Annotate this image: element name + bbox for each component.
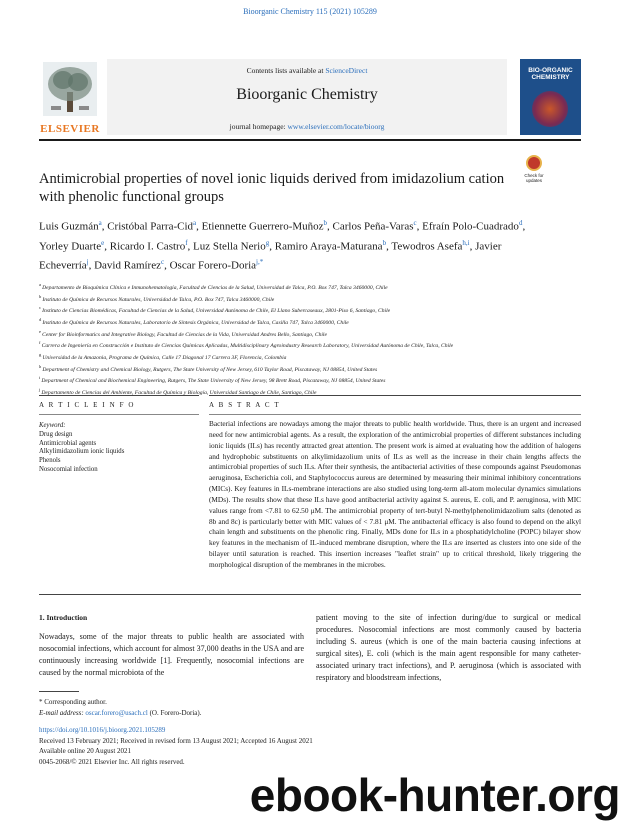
affiliation-key: h bbox=[39, 363, 43, 369]
affiliation-item bbox=[39, 293, 581, 305]
abstract-text: Bacterial infections are nowadays among the major threats to public health worldwide. Thus, there is an urgent and increased need for new antimicrobial agents. As a result, the exploration of the antimicrobial properties of different substances including ionic liquids (ILs) has recently attracted great attention. The present work is aimed at evaluating how the addition of halogens and hydrophobic substituents on alkylimidazolium units of ILs as well as the increase in their chain lengths affects the antimicrobial properties of such ILs. After their synthesis, the antibacterial activities of these compounds against Pseudomonas aeruginosa, Escherichia coli, and Staphylococcus aureus are determined by measuring their minimal inhibitory concentrations (MICs). Key features in ILs-membrane interactions are also studied using long-term all-atom molecular dynamics simulations (MDs). The results show that these ILs have good antibacterial activity against S. aureus, E. coli, and P. aeruginosa, with MIC values range from <7.81 to 62.50 μM. The antimicrobial property of tert-butyl N-methylphenolimidazolium salts (denoted as 8b and 8c) is particularly better with MIC values of < 7.81 μM. The antibacterial efficacy is also found to depend on the alkyl chain length and substituents on the phenolic ring. Finally, MDs done for ILs in a phosphatidylcholine (POPC) bilayer show key features in the mechanism of IL-induced membrane disruption, where the ILs are inserted as clusters into one side of the bilayer until saturation is reached. This insertion increases "leaflet strain" up to critical threshold, likely triggering the morphological disruption of the membranes in the microbes. bbox=[209, 419, 581, 569]
email-suffix: (O. Forero-Doria). bbox=[147, 709, 202, 717]
header-rule bbox=[39, 139, 581, 141]
abstract-heading: A B S T R A C T bbox=[209, 401, 281, 409]
corresponding-author-note: * Corresponding author. bbox=[39, 698, 107, 706]
footnote-rule bbox=[39, 691, 79, 692]
author-name[interactable]: Ramiro Araya-Maturana bbox=[274, 240, 383, 253]
affiliation-key: e bbox=[39, 328, 43, 334]
sciencedirect-link[interactable]: ScienceDirect bbox=[325, 66, 368, 75]
author-affiliation-marker[interactable]: j,* bbox=[256, 258, 264, 267]
elsevier-logo[interactable] bbox=[39, 59, 101, 135]
contents-line bbox=[107, 66, 507, 75]
author-affiliation-marker[interactable]: b bbox=[323, 219, 328, 227]
author-name[interactable]: David Ramírez bbox=[94, 259, 161, 272]
email-label: E-mail address: bbox=[39, 709, 86, 717]
copyright-line: 0045-2068/© 2021 Elsevier Inc. All rights reserved. bbox=[39, 757, 185, 766]
footnote bbox=[39, 697, 339, 719]
cover-art-icon bbox=[532, 91, 568, 127]
author-name[interactable]: Luis Guzmán bbox=[39, 220, 99, 233]
affiliation-text: Department of Chemical and Biochemical Engineering, Rutgers, The State University of New Jersey, 98 Brett Road, Piscataway, NJ 08854, United States bbox=[41, 378, 386, 385]
keyword-item: Nosocomial infection bbox=[39, 465, 98, 473]
affiliation-item bbox=[39, 328, 581, 340]
author-list: Luis Guzmán$^a$, Cristóbal Parra-Cid$^a$, Etiennette Guerrero-Muñoz$^b$, Carlos Peña-Varas$^c$, Efraín Polo-Cuadrado$^d$, Yorley Duarte$^e$, Ricardo I. Castro$^f$, Luz Stella Nerio$^g$, Ramiro Araya-Maturana$^b$, Tewodros Asefa$^{h,i}$, Javier Echeverría$^j$, David Ramírez$^c$, Oscar Forero-Doria$^{j,*}$ bbox=[39, 219, 526, 272]
author-name[interactable]: Cristóbal Parra-Cid bbox=[107, 220, 194, 233]
author-affiliation-marker[interactable]: b bbox=[382, 238, 387, 247]
affiliation-list bbox=[39, 281, 581, 398]
divider bbox=[209, 395, 581, 396]
author-affiliation-marker[interactable]: g bbox=[265, 238, 270, 247]
affiliation-text: Instituto de Química de Recursos Naturales, Universidad de Talca, P.O. Box 747, Talca 3460000, Chile bbox=[42, 296, 275, 303]
affiliation-text: Departamento de Bioquímica Clínica e Inmunohematología, Facultad de Ciencias de la Salud, Universidad de Talca, P.O. Box 747, Talca 3460000, Chile bbox=[42, 284, 388, 291]
journal-homepage-link[interactable]: www.elsevier.com/locate/bioorg bbox=[287, 122, 385, 131]
author-affiliation-marker[interactable]: h,i bbox=[462, 238, 470, 247]
keywords-section bbox=[39, 422, 199, 475]
affiliation-item bbox=[39, 351, 581, 363]
affiliation-key: f bbox=[39, 340, 42, 346]
online-date: Available online 20 August 2021 bbox=[39, 747, 132, 755]
watermark: ebook-hunter.org bbox=[249, 769, 620, 821]
author-name[interactable]: Oscar Forero-Doria bbox=[169, 259, 257, 272]
homepage-line bbox=[107, 122, 507, 131]
affiliation-item bbox=[39, 281, 581, 293]
author-name[interactable]: Ricardo I. Castro bbox=[109, 240, 186, 253]
affiliation-item bbox=[39, 363, 581, 375]
author-affiliation-marker[interactable]: c bbox=[413, 219, 417, 227]
affiliation-text: Instituto de Química de Recursos Naturales, Laboratorio de Síntesis Orgánica, Universidad de Talca, Casilla 747, Talca 3460000, Chile bbox=[42, 319, 349, 326]
check-updates-label: Check for updates bbox=[524, 173, 544, 183]
check-updates-icon bbox=[526, 155, 542, 171]
affiliation-key: i bbox=[39, 375, 42, 381]
affiliation-item bbox=[39, 374, 581, 386]
author-affiliation-marker[interactable]: a bbox=[98, 219, 102, 227]
author-affiliation-marker[interactable]: c bbox=[161, 258, 165, 267]
received-dates: Received 13 February 2021; Received in revised form 13 August 2021; Accepted 16 August 2021 bbox=[39, 736, 313, 745]
contents-prefix: Contents lists available at bbox=[246, 66, 326, 75]
article-footer bbox=[39, 725, 439, 767]
author-affiliation-marker[interactable]: e bbox=[101, 238, 105, 247]
publisher-logo-text: ELSEVIER bbox=[40, 123, 100, 135]
email-line bbox=[39, 708, 339, 719]
divider bbox=[39, 594, 581, 595]
journal-reference[interactable]: Bioorganic Chemistry 115 (2021) 105289 bbox=[243, 7, 377, 16]
affiliation-text: Departamento de Ciencias del Ambiente, Facultad de Química y Biología, Universidad Santiago de Chile, Santiago, Chile bbox=[41, 389, 317, 396]
keyword-item: Alkylimidazolium ionic liquids bbox=[39, 448, 125, 456]
affiliation-item bbox=[39, 339, 581, 351]
section-heading: 1. Introduction bbox=[39, 613, 88, 622]
affiliation-key: b bbox=[39, 293, 43, 299]
elsevier-tree-icon bbox=[43, 62, 97, 116]
author-name[interactable]: Etiennette Guerrero-Muñoz bbox=[201, 220, 324, 233]
divider bbox=[39, 395, 199, 396]
affiliation-key: j bbox=[39, 386, 42, 392]
affiliation-key: a bbox=[39, 282, 43, 287]
author-affiliation-marker[interactable]: j bbox=[86, 258, 89, 267]
affiliation-key: g bbox=[39, 351, 43, 357]
affiliation-text: Carrera de Ingeniería en Construcción e Instituto de Ciencias Químicas Aplicadas, Multidisciplinary Agroindustry Research Laboratory, Universidad Autónoma de Chile, Talca, Chile bbox=[41, 343, 454, 350]
check-for-updates-badge[interactable] bbox=[519, 155, 549, 187]
divider bbox=[39, 414, 199, 415]
email-link[interactable]: oscar.forero@usach.cl bbox=[85, 709, 148, 717]
author-name[interactable]: Efraín Polo-Cuadrado bbox=[422, 220, 519, 233]
affiliation-text: Center for Bioinformatics and Integrative Biology, Facultad de Ciencias de la Vida, Universidad Andres Bello, Santiago, Chile bbox=[42, 331, 327, 338]
affiliation-key: d bbox=[39, 316, 43, 322]
affiliation-text: Universidad de la Amazonia, Programa de Química, Calle 17 Diagonal 17 Carrera 3F, Florencia, Colombia bbox=[42, 354, 287, 361]
author-affiliation-marker[interactable]: a bbox=[193, 219, 197, 227]
journal-cover[interactable] bbox=[520, 59, 581, 135]
author-affiliation-marker[interactable]: d bbox=[518, 219, 523, 227]
divider bbox=[209, 414, 581, 415]
intro-column-right: patient moving to the site of infection during/due to surgical or medical procedures. Nosocomial infections are most commonly caused by bacteria including S. aureus (which is one of the main bacteria causing infections at surgical sites), E. coli (which is the main agent responsible for many catheter-associated urinary tract infections), and P. aeruginosa (which is associated with respiratory and bloodstream infections, bbox=[316, 613, 581, 682]
author-name[interactable]: Carlos Peña-Varas bbox=[332, 220, 414, 233]
keyword-item: Phenols bbox=[39, 457, 61, 465]
article-info-heading: A R T I C L E I N F O bbox=[39, 401, 136, 409]
doi-link[interactable]: https://doi.org/10.1016/j.bioorg.2021.105289 bbox=[39, 726, 166, 734]
homepage-prefix: journal homepage: bbox=[229, 122, 288, 131]
intro-column-left: Nowadays, some of the major threats to public health are associated with nosocomial infections, which account for almost 37,000 deaths in the USA and are continuously increasing worldwide [1]. Frequently, nosocomial infections are caused by the normal microbiota of the bbox=[39, 632, 304, 677]
author-name[interactable]: Yorley Duarte bbox=[39, 240, 102, 253]
author-name[interactable]: Tewodros Asefa bbox=[391, 240, 463, 253]
keyword-item: Drug design bbox=[39, 430, 73, 438]
affiliation-item bbox=[39, 304, 581, 316]
keyword-item: Antimicrobial agents bbox=[39, 439, 97, 447]
author-name[interactable]: Luz Stella Nerio bbox=[193, 240, 266, 253]
affiliation-key: c bbox=[39, 305, 43, 311]
author-name[interactable]: Javier Echeverría bbox=[39, 240, 502, 272]
cover-title: BIO-ORGANIC CHEMISTRY bbox=[528, 67, 573, 82]
affiliation-item bbox=[39, 316, 581, 328]
affiliation-text: Department of Chemistry and Chemical Biology, Rutgers, The State University of New Jersey, 610 Taylor Road, Piscataway, NJ 08854, United States bbox=[42, 366, 378, 373]
affiliation-text: Instituto de Ciencias Biomédicas, Facultad de Ciencias de la Salud, Universidad Autónoma de Chile, El Llano Subercaseaux, 2801-Piso 6, Santiago, Chile bbox=[42, 308, 391, 315]
author-affiliation-marker[interactable]: f bbox=[185, 238, 188, 247]
keywords-label: Keyword: bbox=[39, 422, 66, 429]
article-title: Antimicrobial properties of novel ionic liquids derived from imidazolium cation with phenolic functional groups bbox=[39, 171, 505, 205]
journal-name: Bioorganic Chemistry bbox=[236, 86, 378, 103]
